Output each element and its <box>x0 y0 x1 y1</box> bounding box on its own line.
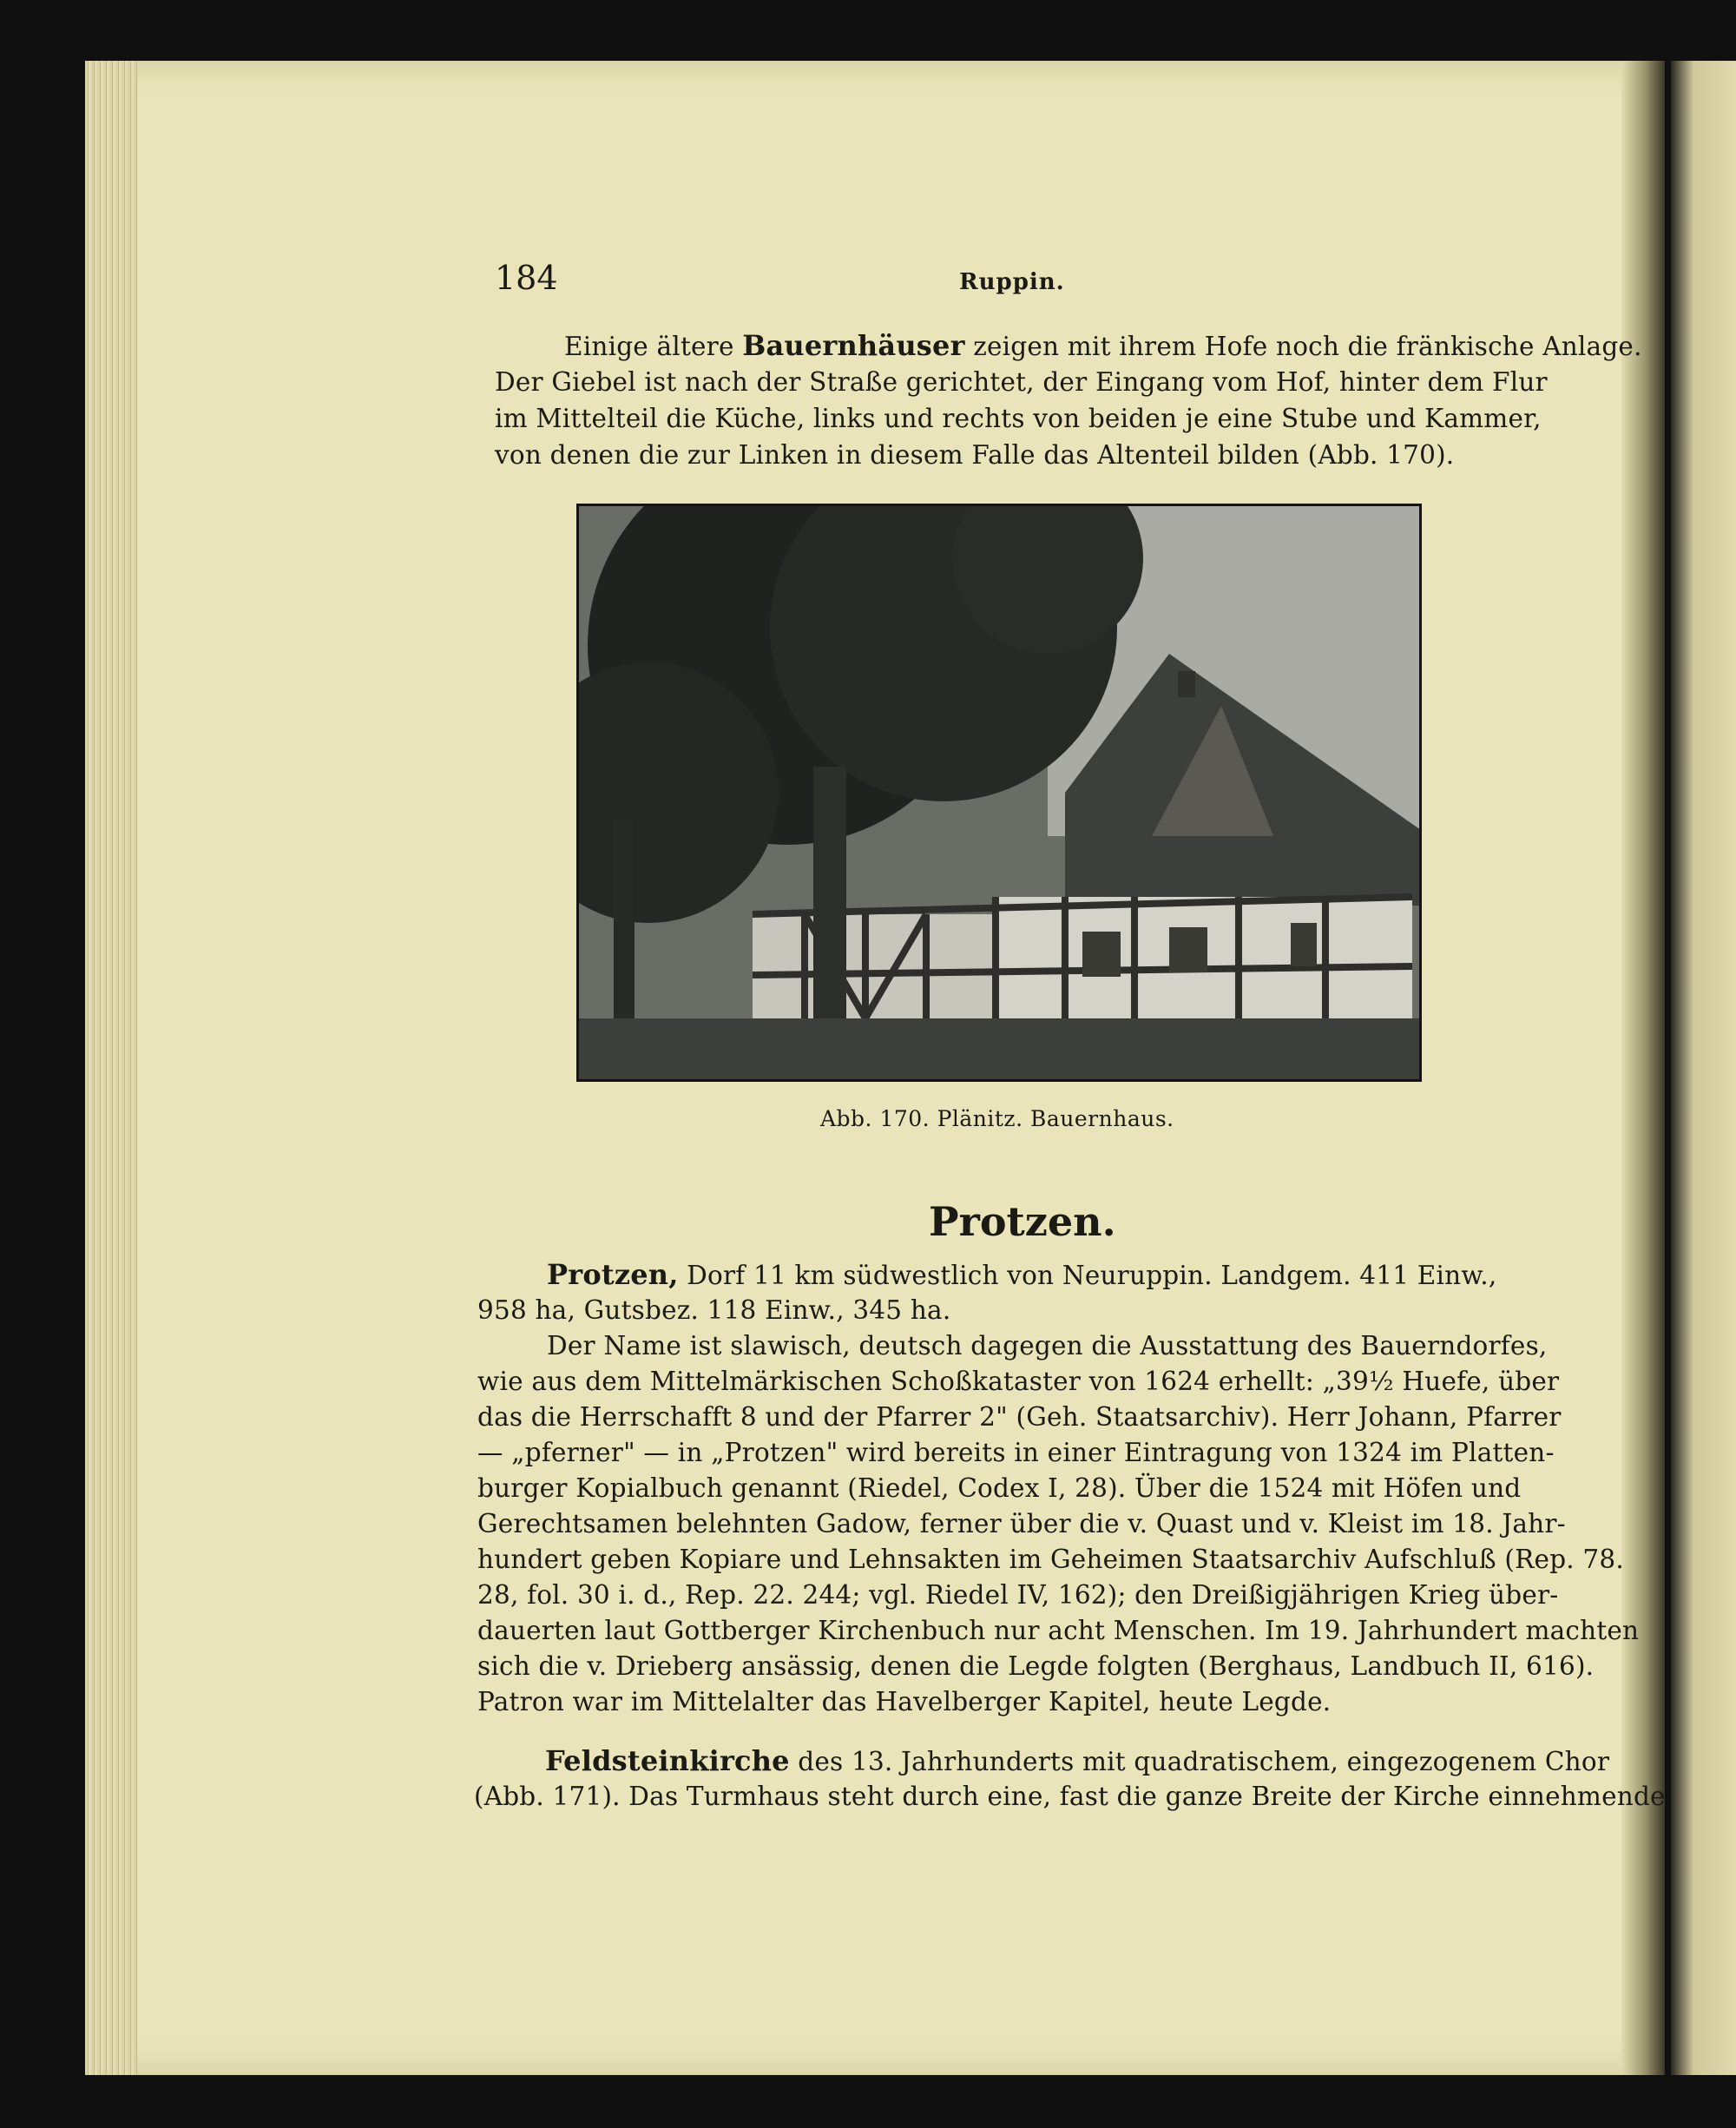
text-line: von denen die zur Linken in diesem Falle das Altenteil bilden (Abb. 170). <box>495 440 1455 470</box>
text-line: dauerten laut Gottberger Kirchenbuch nur acht Menschen. Im 19. Jahrhundert machten <box>477 1616 1640 1645</box>
window <box>1291 923 1317 966</box>
text-line <box>545 1743 1609 1779</box>
text-line: burger Kopialbuch genannt (Riedel, Codex I, 28). Über die 1524 mit Höfen und <box>477 1473 1522 1503</box>
section-heading: Protzen. <box>929 1198 1116 1245</box>
text-line: 958 ha, Gutsbez. 118 Einw., 345 ha. <box>477 1295 951 1325</box>
text-line: hundert geben Kopiare und Lehnsakten im Geheimen Staatsarchiv Aufschluß (Rep. 78. <box>477 1545 1624 1574</box>
text-span: des 13. Jahrhunderts mit quadratischem, eingezogenem Chor <box>789 1747 1610 1776</box>
text-line <box>564 328 1642 364</box>
text-line: im Mittelteil die Küche, links und rechts von beiden je eine Stube und Kammer, <box>495 404 1542 433</box>
text-line: wie aus dem Mittelmärkischen Schoßkataster von 1624 erhellt: „39½ Huefe, über <box>477 1367 1560 1396</box>
text-span: Einige ältere <box>564 332 743 361</box>
window <box>1082 932 1121 977</box>
chimney <box>1178 671 1195 697</box>
text-line: Gerechtsamen belehnten Gadow, ferner über die v. Quast und v. Kleist im 18. Jahr- <box>477 1509 1566 1538</box>
window <box>1169 927 1207 972</box>
tree-trunk <box>614 819 635 1044</box>
running-head: Ruppin. <box>959 269 1065 295</box>
bold-term: Feldsteinkirche <box>545 1744 790 1777</box>
text-line: das die Herrschafft 8 und der Pfarrer 2" (Geh. Staatsarchiv). Herr Johann, Pfarrer <box>477 1402 1562 1432</box>
text-line: Der Name ist slawisch, deutsch dagegen die Ausstattung des Bauerndorfes, <box>547 1331 1548 1360</box>
text-line: sich die v. Drieberg ansässig, denen die Legde folgten (Berghaus, Landbuch II, 616). <box>477 1651 1595 1681</box>
text-line <box>547 1257 1496 1293</box>
figure-caption: Abb. 170. Plänitz. Bauernhaus. <box>820 1106 1174 1131</box>
text-line: (Abb. 171). Das Turmhaus steht durch eine, fast die ganze Breite der Kirche einnehmende <box>474 1782 1666 1811</box>
text-span: zeigen mit ihrem Hofe noch die fränkische Anlage. <box>964 332 1642 361</box>
farmhouse-photo <box>576 504 1422 1082</box>
bold-term: Protzen, <box>547 1258 679 1291</box>
page-number: 184 <box>495 259 558 297</box>
text-line: — „pferner" — in „Protzen" wird bereits in einer Eintragung von 1324 im Platten- <box>477 1438 1555 1467</box>
text-line: Patron war im Mittelalter das Havelberger Kapitel, heute Legde. <box>477 1687 1332 1716</box>
text-span: Dorf 11 km südwestlich von Neuruppin. Landgem. 411 Einw., <box>678 1261 1497 1290</box>
text-line: Der Giebel ist nach der Straße gerichtet, der Eingang vom Hof, hinter dem Flur <box>495 367 1548 397</box>
facing-page-edge <box>1671 61 1736 2075</box>
farmhouse-illustration <box>579 506 1419 1079</box>
ground <box>579 1018 1419 1079</box>
text-line: 28, fol. 30 i. d., Rep. 22. 244; vgl. Riedel IV, 162); den Dreißigjährigen Krieg über- <box>477 1580 1559 1610</box>
bold-term: Bauernhäuser <box>742 329 965 362</box>
page-edges <box>85 61 137 2075</box>
